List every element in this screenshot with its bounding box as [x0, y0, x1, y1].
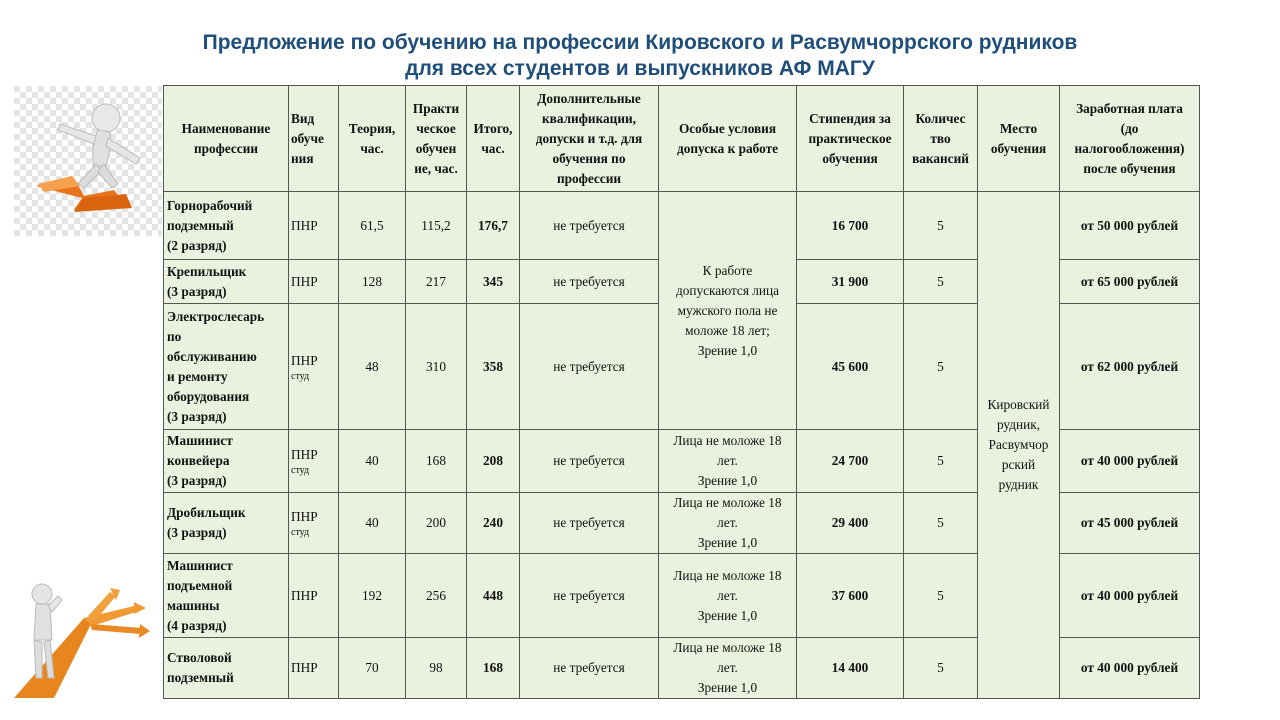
salary: от 40 000 рублей	[1060, 554, 1200, 638]
student-note: студ	[291, 370, 310, 382]
stipend: 14 400	[797, 638, 904, 699]
extra-qualifications: не требуется	[520, 554, 659, 638]
header-stipend: Стипендия за практическое обучения	[797, 86, 904, 192]
profession-name: Машинист конвейера (3 разряд)	[164, 430, 289, 493]
vacancies: 5	[904, 554, 978, 638]
profession-name: Электрослесарь по обслуживанию и ремонту оборудования (3 разряд)	[164, 304, 289, 430]
practice-hours: 200	[406, 493, 467, 554]
theory-hours: 61,5	[339, 192, 406, 260]
theory-hours: 70	[339, 638, 406, 699]
table-row	[164, 192, 1200, 260]
profession-name: Крепильщик (3 разряд)	[164, 260, 289, 304]
professions-table	[163, 85, 1200, 699]
total-hours: 358	[467, 304, 520, 430]
training-type: ПНР	[289, 192, 339, 260]
practice-hours: 98	[406, 638, 467, 699]
header-salary: Заработная плата (до налогообложения) после обучения	[1060, 86, 1200, 192]
student-note: студ	[291, 465, 310, 476]
header-total: Итого, час.	[467, 86, 520, 192]
header-conditions: Особые условия допуска к работе	[659, 86, 797, 192]
special-conditions: Лица не моложе 18 лет. Зрение 1,0	[659, 430, 797, 493]
stipend: 24 700	[797, 430, 904, 493]
total-hours: 168	[467, 638, 520, 699]
special-conditions-merged: К работе допускаются лица мужского пола не моложе 18 лет; Зрение 1,0	[659, 192, 797, 430]
header-type: Вид обуче ния	[289, 86, 339, 192]
profession-name: Горнорабочий подземный (2 разряд)	[164, 192, 289, 260]
title-line-1: Предложение по обучению на профессии Кировского и Расвумчоррского рудников	[202, 31, 1078, 54]
stipend: 37 600	[797, 554, 904, 638]
header-practice: Практи ческое обучен ие, час.	[406, 86, 467, 192]
training-type: ПНР студ	[289, 493, 339, 554]
stipend: 16 700	[797, 192, 904, 260]
extra-qualifications: не требуется	[520, 493, 659, 554]
header-profession: Наименование профессии	[164, 86, 289, 192]
profession-name: Машинист подъемной машины (4 разряд)	[164, 554, 289, 638]
header-vacancies: Количес тво вакансий	[904, 86, 978, 192]
vacancies: 5	[904, 638, 978, 699]
training-type: ПНР	[289, 638, 339, 699]
total-hours: 176,7	[467, 192, 520, 260]
vacancies: 5	[904, 192, 978, 260]
special-conditions: Лица не моложе 18 лет. Зрение 1,0	[659, 638, 797, 699]
salary: от 62 000 рублей	[1060, 304, 1200, 430]
total-hours: 208	[467, 430, 520, 493]
vacancies: 5	[904, 493, 978, 554]
figure-crossroads-icon	[14, 578, 162, 698]
salary: от 40 000 рублей	[1060, 638, 1200, 699]
theory-hours: 128	[339, 260, 406, 304]
extra-qualifications: не требуется	[520, 430, 659, 493]
header-place: Место обучения	[978, 86, 1060, 192]
theory-hours: 48	[339, 304, 406, 430]
training-type: ПНР студ	[289, 304, 339, 430]
student-note: студ	[291, 527, 310, 538]
extra-qualifications: не требуется	[520, 260, 659, 304]
page-title	[0, 30, 1280, 82]
figure-on-arrow-icon	[14, 86, 162, 236]
training-type: ПНР	[289, 260, 339, 304]
practice-hours: 256	[406, 554, 467, 638]
header-theory: Теория, час.	[339, 86, 406, 192]
extra-qualifications: не требуется	[520, 304, 659, 430]
header-extra: Дополнительные квалификации, допуски и т.д. для обучения по профессии	[520, 86, 659, 192]
stipend: 29 400	[797, 493, 904, 554]
salary: от 50 000 рублей	[1060, 192, 1200, 260]
training-place: Кировский рудник, Расвумчор рский рудник	[978, 192, 1060, 699]
extra-qualifications: не требуется	[520, 638, 659, 699]
theory-hours: 40	[339, 430, 406, 493]
total-hours: 448	[467, 554, 520, 638]
salary: от 45 000 рублей	[1060, 493, 1200, 554]
practice-hours: 310	[406, 304, 467, 430]
stipend: 45 600	[797, 304, 904, 430]
header-row	[164, 86, 1200, 192]
vacancies: 5	[904, 304, 978, 430]
practice-hours: 168	[406, 430, 467, 493]
training-type: ПНР студ	[289, 430, 339, 493]
total-hours: 345	[467, 260, 520, 304]
salary: от 40 000 рублей	[1060, 430, 1200, 493]
special-conditions: Лица не моложе 18 лет. Зрение 1,0	[659, 493, 797, 554]
title-line-2: для всех студентов и выпускников АФ МАГУ	[405, 57, 875, 80]
stipend: 31 900	[797, 260, 904, 304]
profession-name: Дробильщик (3 разряд)	[164, 493, 289, 554]
total-hours: 240	[467, 493, 520, 554]
salary: от 65 000 рублей	[1060, 260, 1200, 304]
theory-hours: 40	[339, 493, 406, 554]
special-conditions: Лица не моложе 18 лет. Зрение 1,0	[659, 554, 797, 638]
practice-hours: 217	[406, 260, 467, 304]
profession-name: Стволовой подземный	[164, 638, 289, 699]
practice-hours: 115,2	[406, 192, 467, 260]
vacancies: 5	[904, 430, 978, 493]
extra-qualifications: не требуется	[520, 192, 659, 260]
theory-hours: 192	[339, 554, 406, 638]
training-type: ПНР	[289, 554, 339, 638]
vacancies: 5	[904, 260, 978, 304]
